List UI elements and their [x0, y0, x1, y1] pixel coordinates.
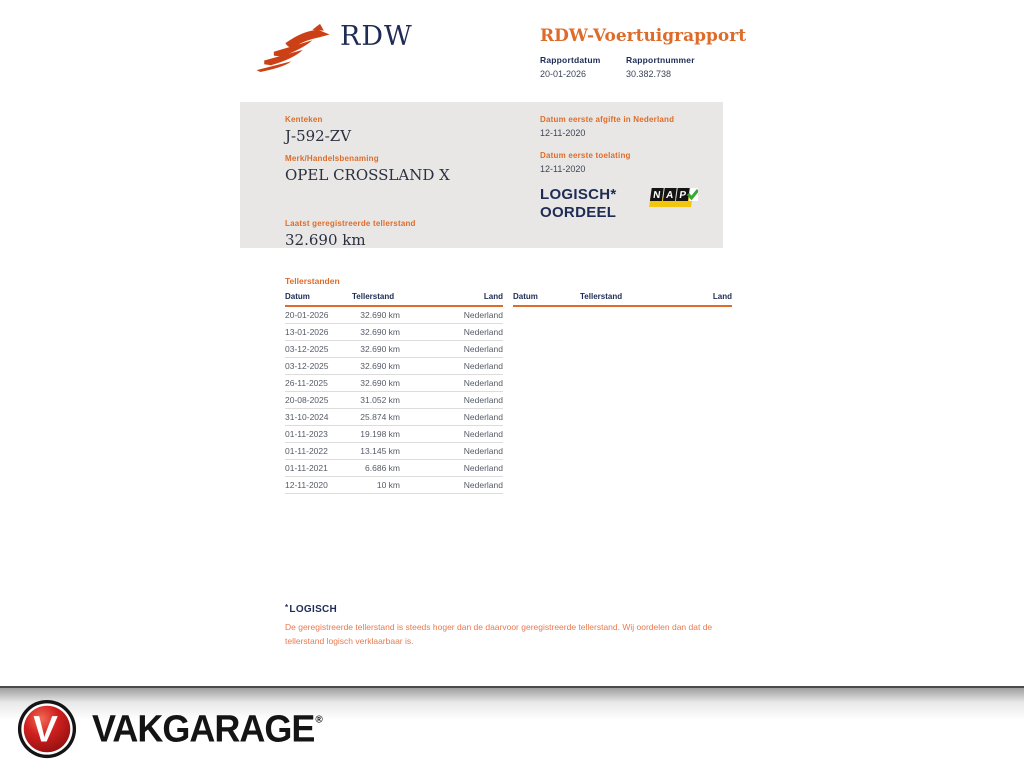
- tellerstanden-section-title: Tellerstanden: [285, 276, 340, 286]
- merk-value: OPEL CROSSLAND X: [285, 166, 450, 184]
- kenteken-value: J-592-ZV: [285, 127, 352, 145]
- col-header-datum: Datum: [285, 289, 352, 306]
- registered-mark: ®: [315, 714, 322, 726]
- table-row: 20-08-2025 31.052 km Nederland: [285, 392, 503, 409]
- table-row: 31-10-2024 25.874 km Nederland: [285, 409, 503, 426]
- rapportnummer-label: Rapportnummer: [626, 55, 695, 65]
- table-row: 01-11-2022 13.145 km Nederland: [285, 443, 503, 460]
- col-header-tellerstand: Tellerstand: [580, 289, 628, 306]
- rapportdatum-value: 20-01-2026: [540, 69, 587, 79]
- oordeel-text: LOGISCH* OORDEEL: [540, 186, 617, 221]
- vakgarage-logo-icon: [16, 698, 78, 760]
- table-row: 01-11-2023 19.198 km Nederland: [285, 426, 503, 443]
- table-row: 12-11-2020 10 km Nederland: [285, 477, 503, 494]
- rdw-logo-icon: [256, 22, 334, 72]
- footer-bar: [0, 686, 1024, 768]
- toelating-label: Datum eerste toelating: [540, 151, 631, 160]
- tellerstand-value: 32.690 km: [285, 231, 366, 249]
- col-header-datum: Datum: [513, 289, 580, 306]
- nap-logo: [648, 186, 698, 212]
- table-row: 03-12-2025 32.690 km Nederland: [285, 341, 503, 358]
- vehicle-summary-panel: [240, 102, 723, 248]
- tellerstand-label: Laatst geregistreerde tellerstand: [285, 219, 416, 228]
- footnote-title: *LOGISCH: [285, 603, 338, 615]
- col-header-land: Land: [628, 289, 732, 306]
- col-header-tellerstand: Tellerstand: [352, 289, 400, 306]
- readings-table-right: [513, 289, 732, 494]
- svg-text:P: P: [678, 190, 687, 201]
- table-row: 20-01-2026 32.690 km Nederland: [285, 306, 503, 324]
- rapportdatum-label: Rapportdatum: [540, 55, 601, 65]
- rdw-wordmark: RDW: [340, 21, 413, 52]
- kenteken-label: Kenteken: [285, 115, 323, 124]
- tellerstanden-tables: [285, 289, 732, 494]
- afgifte-label: Datum eerste afgifte in Nederland: [540, 115, 675, 124]
- report-meta: [540, 55, 695, 79]
- svg-text:V: V: [31, 708, 59, 750]
- readings-table-left: [285, 289, 503, 494]
- table-row: 13-01-2026 32.690 km Nederland: [285, 324, 503, 341]
- toelating-value: 12-11-2020: [540, 164, 586, 174]
- svg-text:A: A: [665, 190, 675, 201]
- table-row: 03-12-2025 32.690 km Nederland: [285, 358, 503, 375]
- table-row: 26-11-2025 32.690 km Nederland: [285, 375, 503, 392]
- page-title: RDW-Voertuigrapport: [540, 26, 747, 46]
- vakgarage-wordmark: VAKGARAGE®: [92, 706, 322, 750]
- rapportnummer-value: 30.382.738: [626, 69, 672, 79]
- merk-label: Merk/Handelsbenaming: [285, 154, 379, 163]
- col-header-land: Land: [400, 289, 503, 306]
- vakgarage-logo[interactable]: [16, 698, 322, 760]
- afgifte-value: 12-11-2020: [540, 128, 586, 138]
- svg-text:N: N: [652, 190, 662, 201]
- footnote-text: De geregistreerde tellerstand is steeds hoger dan de daarvoor geregistreerde tellerstand. Wij oordelen dan dat de tellerstand logisch verklaarbaar is.: [285, 622, 713, 646]
- logisch-footnote: [285, 603, 717, 648]
- table-row: 01-11-2021 6.686 km Nederland: [285, 460, 503, 477]
